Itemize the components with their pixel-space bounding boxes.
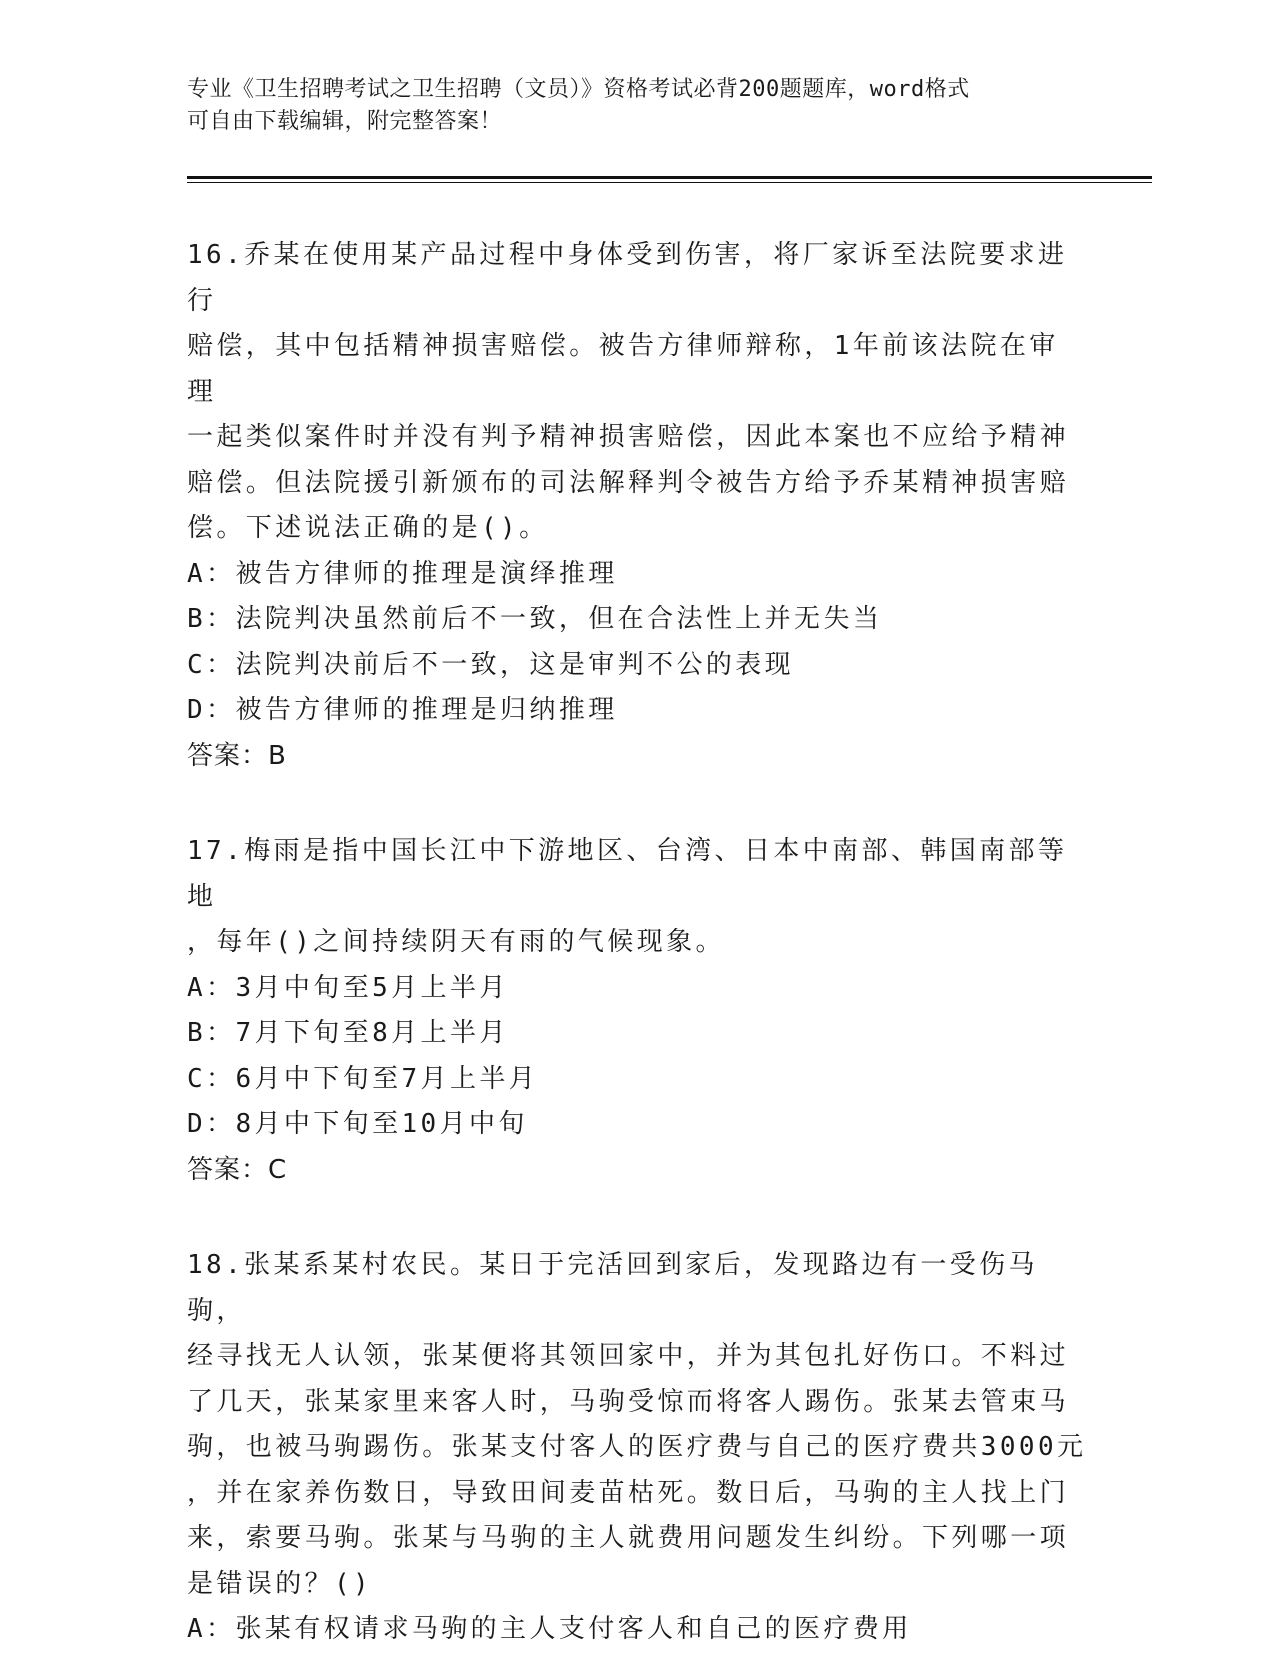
header-line-2: 可自由下载编辑，附完整答案！ xyxy=(187,109,503,134)
question-16 xyxy=(187,233,1087,779)
header-divider-thin xyxy=(187,182,1152,183)
option-b: B：法院判决虽然前后不一致，但在合法性上并无失当 xyxy=(187,604,883,634)
question-spacer xyxy=(187,1193,1087,1243)
question-text: 一起类似案件时并没有判予精神损害赔偿，因此本案也不应给予精神 xyxy=(187,422,1070,452)
question-text: 了几天，张某家里来客人时，马驹受惊而将客人踢伤。张某去管束马 xyxy=(187,1386,1070,1417)
answer: 答案：B xyxy=(187,740,287,771)
option-c: C：法院判决前后不一致，这是审判不公的表现 xyxy=(187,649,795,680)
option-a: A：张某有权请求马驹的主人支付客人和自己的医疗费用 xyxy=(187,1614,912,1644)
question-spacer xyxy=(187,779,1087,829)
document-header xyxy=(187,74,1067,138)
header-line-1: 专业《卫生招聘考试之卫生招聘（文员）》资格考试必背200题题库，word格式 xyxy=(187,77,970,102)
option-d: D：被告方律师的推理是归纳推理 xyxy=(187,695,618,725)
option-a: A：3月中旬至5月上半月 xyxy=(187,972,509,1003)
question-text: 16.乔某在使用某产品过程中身体受到伤害，将厂家诉至法院要求进行 xyxy=(187,240,1068,316)
question-text: 驹，也被马驹踢伤。张某支付客人的医疗费与自己的医疗费共3000元 xyxy=(187,1432,1087,1462)
question-18 xyxy=(187,1243,1087,1653)
option-d: D：8月中下旬至10月中旬 xyxy=(187,1109,528,1139)
question-text: 赔偿。但法院援引新颁布的司法解释判令被告方给予乔某精神损害赔 xyxy=(187,467,1070,498)
question-text: 偿。下述说法正确的是()。 xyxy=(187,513,549,543)
question-text: 来，索要马驹。张某与马驹的主人就费用问题发生纠纷。下列哪一项 xyxy=(187,1523,1070,1553)
question-text: 是错误的？() xyxy=(187,1568,373,1599)
question-text: ，每年()之间持续阴天有雨的气候现象。 xyxy=(187,927,725,957)
question-17 xyxy=(187,829,1087,1193)
question-text: 赔偿，其中包括精神损害赔偿。被告方律师辩称，1年前该法院在审理 xyxy=(187,331,1059,407)
option-b: B：7月下旬至8月上半月 xyxy=(187,1018,509,1048)
question-text: 18.张某系某村农民。某日于完活回到家后，发现路边有一受伤马驹， xyxy=(187,1250,1038,1326)
question-text: ，并在家养伤数日，导致田间麦苗枯死。数日后，马驹的主人找上门 xyxy=(187,1477,1070,1508)
option-a: A：被告方律师的推理是演绎推理 xyxy=(187,558,618,589)
option-c: C：6月中下旬至7月上半月 xyxy=(187,1063,539,1094)
header-divider-thick xyxy=(187,176,1152,179)
answer: 答案：C xyxy=(187,1154,288,1185)
question-list xyxy=(187,233,1087,1653)
question-text: 17.梅雨是指中国长江中下游地区、台湾、日本中南部、韩国南部等地 xyxy=(187,836,1068,912)
question-text: 经寻找无人认领，张某便将其领回家中，并为其包扎好伤口。不料过 xyxy=(187,1341,1070,1371)
